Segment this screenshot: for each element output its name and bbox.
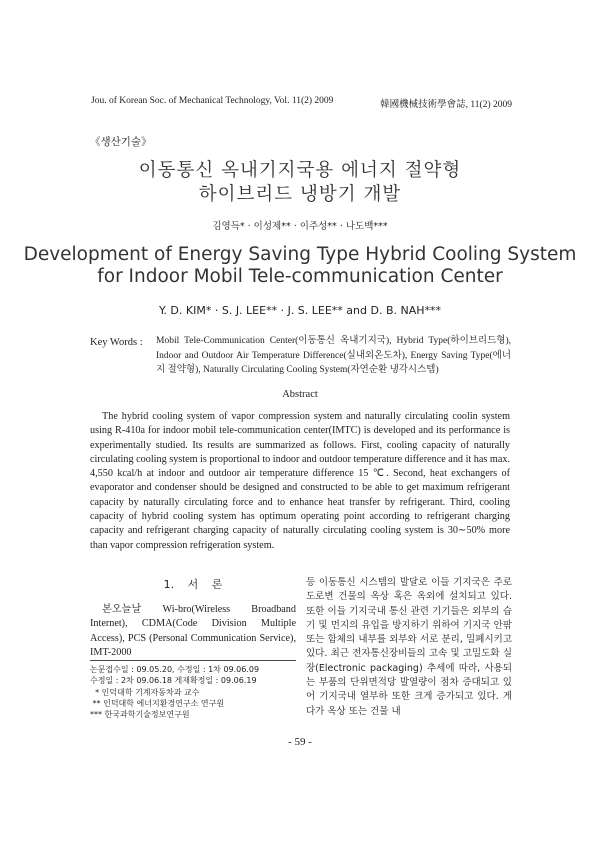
footnote-author-3: *** 한국과학기술정보연구원 [90, 710, 190, 720]
journal-citation-ko: 韓國機械技術學會誌, 11(2) 2009 [380, 100, 512, 110]
footnote-revised: 수정일 : 2차 09.06.18 게재확정일 : 09.06.19 [90, 676, 257, 686]
keywords-text: Mobil Tele-Communication Center(이동통신 옥내기지국), Hybrid Type(하이브리드형), Indoor and Outdoor Air Temperature Difference(실내외온도차), Energy Saving Type(에너지 절약형), Naturally Circulating Cooling System(자연순환 냉각시스템) [156, 336, 511, 375]
section-tag: 《생산기술》 [90, 136, 152, 148]
footnote-author-2: ** 인덕대학 에너지환경연구소 연구원 [90, 698, 225, 708]
abstract-heading: Abstract [282, 389, 318, 400]
introduction-paragraph: 본오늘날 Wi-bro(Wireless Broadband Internet), CDMA(Code Division Multiple Access), PCS (Personal Communication Service), IMT-2000 [90, 604, 296, 658]
page-number: - 59 - [288, 736, 312, 748]
title-en-line-2: for Indoor Mobil Tele-communication Center [97, 266, 503, 287]
journal-citation-en: Jou. of Korean Soc. of Mechanical Technology, Vol. 11(2) 2009 [91, 96, 334, 106]
title-en-line-1: Development of Energy Saving Type Hybrid Cooling System [23, 244, 577, 265]
authors-en: Y. D. KIM* · S. J. LEE** · J. S. LEE** and D. B. NAH*** [158, 304, 442, 317]
title-ko-line-2: 하이브리드 냉방기 개발 [198, 184, 402, 205]
footnotes [90, 664, 300, 720]
authors-ko: 김영득* · 이성제** · 이주성** · 나도백*** [212, 221, 388, 232]
abstract-body: The hybrid cooling system of vapor compression system and naturally circulating coolin system using R-410a for indoor mobil tele-communication center(IMTC) is developed and its performance is experimentally studied. Its results are summarized as follows. First, cooling capacity of naturally circulating cooling system is proportional to indoor and outdoor temperature difference and it has max. 4,550 kcal/h at indoor and outdoor air temperature difference 15 ℃. Second, heat exchangers of evaporator and condenser should be designed and constructed to be able to get maximum refrigerant capacity by naturally circulating force and to enhance heat transfer by refrigerant. Third, cooling capacity of hybrid cooling system has optimum operating point according to refrigerant charging capacity and refrigerant charging capacity of naturally circulating cooling system is 30∼50% more than vapor compression refrigeration system. [90, 411, 510, 551]
right-column-text: 등 이동통신 시스템의 발달로 이들 기지국은 주로 도로변 건물의 옥상 혹은 옥외에 설치되고 있다. 또한 이들 기지국내 통신 관련 기기들은 외부의 습기 및 먼지의 유입을 방지하기 위하여 기지국 안팎 또는 함체의 내부를 외부와 서로 분리, 밀폐시키고 있다. 최근 전자통신장비들의 고속 및 고밀도화 실장(Electronic packaging) 추세에 따라, 사용되는 부품의 단위면적당 발열량이 점차 증대되고 있어 기지국내 열부하 또한 크게 증가되고 있다. 게다가 옥상 또는 건물 내 [306, 577, 512, 717]
footnote-divider [90, 660, 296, 661]
keywords-label: Key Words : [90, 337, 143, 348]
section-1-heading: 1. 서 론 [163, 578, 223, 591]
footnote-author-1: * 인덕대학 기계자동차과 교수 [90, 687, 200, 697]
title-ko-line-1: 이동통신 옥내기지국용 에너지 절약형 [138, 160, 462, 181]
footnote-received: 논문접수일 : 09.05.20, 수정일 : 1차 09.06.09 [90, 665, 260, 674]
